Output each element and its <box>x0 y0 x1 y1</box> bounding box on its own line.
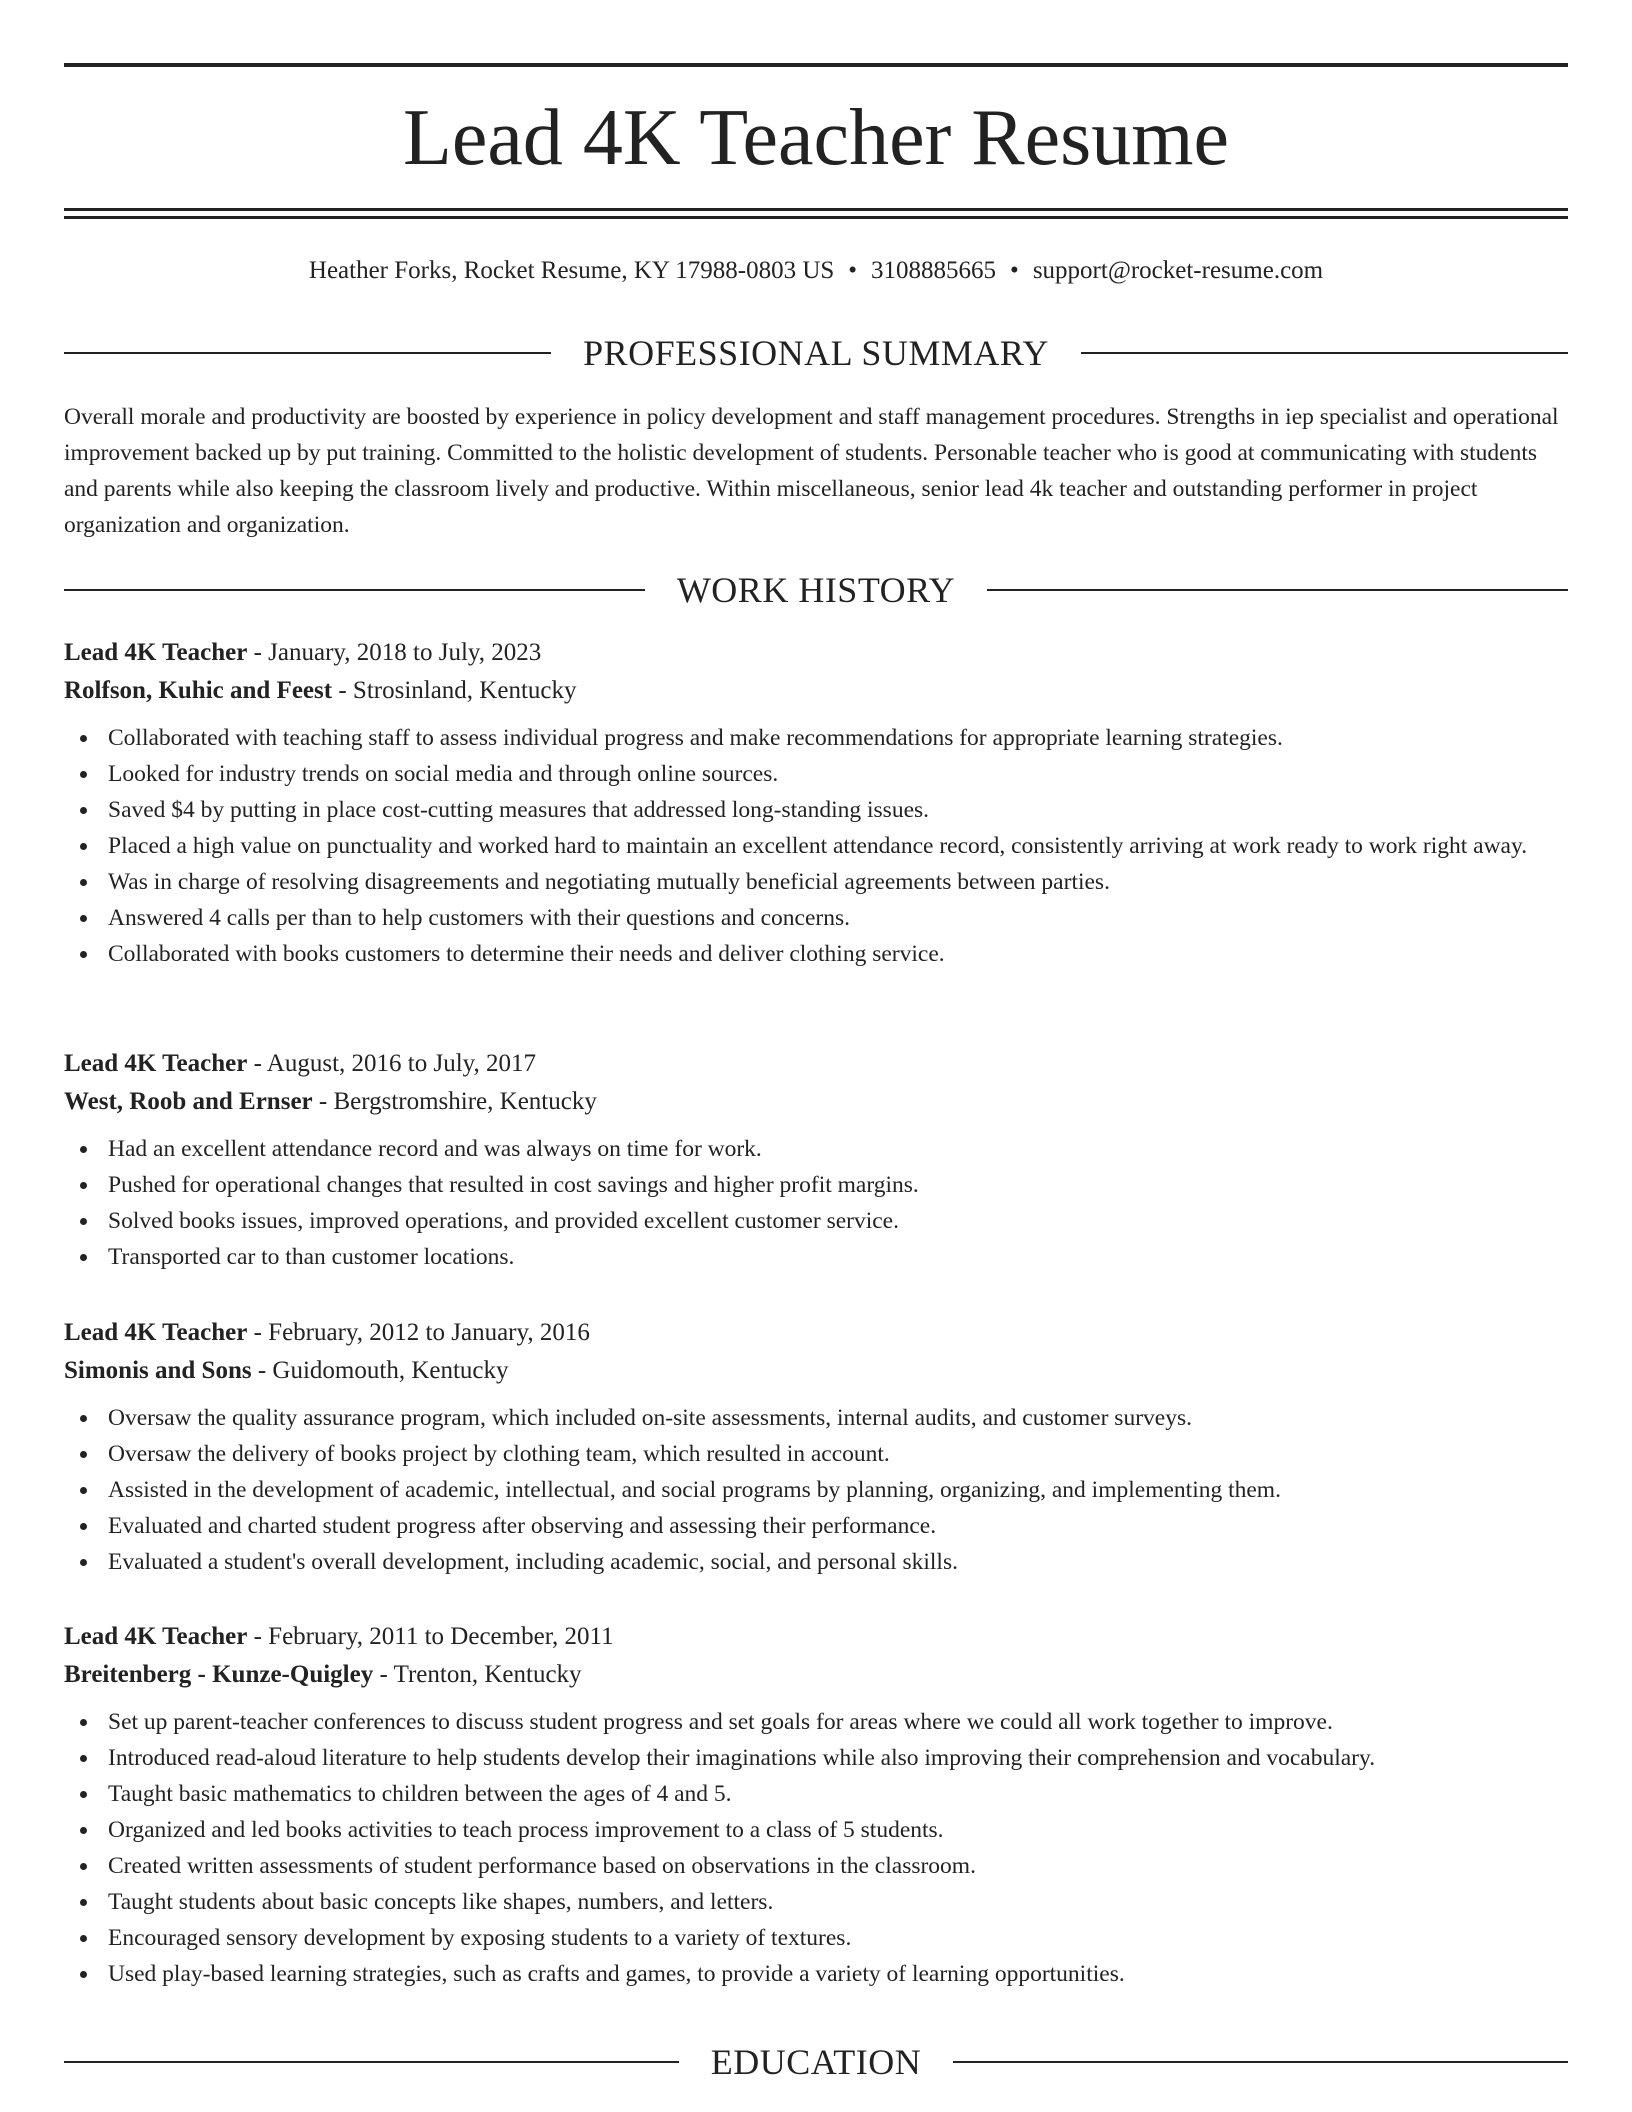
job-title: Lead 4K Teacher <box>64 639 248 666</box>
list-item: Assisted in the development of academic, intellectual, and social programs by planning, organizing, and implementing them. <box>64 1472 1568 1508</box>
job-entry <box>64 1618 1568 1992</box>
list-item: Had an excellent attendance record and was always on time for work. <box>64 1131 1568 1167</box>
list-item: Collaborated with teaching staff to assess individual progress and make recommendations for appropriate learning strategies. <box>64 720 1568 756</box>
list-item: Oversaw the delivery of books project by clothing team, which resulted in account. <box>64 1436 1568 1472</box>
job-title: Lead 4K Teacher <box>64 1623 248 1650</box>
job-entry <box>64 1314 1568 1580</box>
section-title: EDUCATION <box>710 2042 922 2082</box>
top-rule <box>64 63 1568 67</box>
job-company: West, Roob and Ernser <box>64 1088 313 1115</box>
section-title: WORK HISTORY <box>676 570 956 610</box>
job-company-line <box>64 1352 1568 1390</box>
section-rule <box>64 589 645 591</box>
summary-text: Overall morale and productivity are boosted by experience in policy development and staff management procedures. Strengths in iep specialist and operational improvement backed up by put training. Committed to the holistic development of students. Personable teacher who is good at communicating with students and parents while also keeping the classroom lively and productive. Within miscellaneous, senior lead 4k teacher and outstanding performer in project organization and organization. <box>64 404 1559 538</box>
list-item: Set up parent-teacher conferences to discuss student progress and set goals for areas where we could all work together to improve. <box>64 1704 1568 1740</box>
job-company-line <box>64 672 1568 710</box>
list-item: Oversaw the quality assurance program, which included on-site assessments, internal audits, and customer surveys. <box>64 1400 1568 1436</box>
list-item: Saved $4 by putting in place cost-cutting measures that addressed long-standing issues. <box>64 792 1568 828</box>
section-rule <box>64 2061 679 2063</box>
section-heading-education <box>64 2040 1568 2084</box>
section-rule <box>1081 352 1568 354</box>
job-title-line <box>64 1618 1568 1656</box>
list-item: Taught basic mathematics to children between the ages of 4 and 5. <box>64 1776 1568 1812</box>
job-title: Lead 4K Teacher <box>64 1050 248 1077</box>
contact-separator: • <box>848 257 858 284</box>
job-duties-list <box>64 720 1568 972</box>
job-duties-list <box>64 1131 1568 1275</box>
job-company: Simonis and Sons <box>64 1357 252 1384</box>
list-item: Transported car to than customer locations. <box>64 1239 1568 1275</box>
job-company: Breitenberg - Kunze-Quigley <box>64 1661 374 1688</box>
contact-line <box>64 255 1568 287</box>
list-item: Solved books issues, improved operations, and provided excellent customer service. <box>64 1203 1568 1239</box>
job-company-line <box>64 1083 1568 1121</box>
list-item: Collaborated with books customers to determine their needs and deliver clothing service. <box>64 936 1568 972</box>
section-title: PROFESSIONAL SUMMARY <box>583 333 1049 373</box>
job-duties-list <box>64 1704 1568 1992</box>
section-rule <box>64 352 551 354</box>
contact-phone: 3108885665 <box>871 257 997 284</box>
job-location: - Guidomouth, Kentucky <box>251 1357 509 1384</box>
job-title-line <box>64 1314 1568 1352</box>
list-item: Used play-based learning strategies, such as crafts and games, to provide a variety of learning opportunities. <box>64 1956 1568 1992</box>
job-title: Lead 4K Teacher <box>64 1319 248 1346</box>
contact-email: support@rocket-resume.com <box>1032 257 1324 284</box>
list-item: Taught students about basic concepts like shapes, numbers, and letters. <box>64 1884 1568 1920</box>
job-location: - Bergstromshire, Kentucky <box>312 1088 597 1115</box>
list-item: Answered 4 calls per than to help customers with their questions and concerns. <box>64 900 1568 936</box>
page-title: Lead 4K Teacher Resume <box>403 94 1229 182</box>
title-rule-lower <box>64 216 1568 219</box>
job-dates: - August, 2016 to July, 2017 <box>247 1050 537 1077</box>
list-item: Evaluated and charted student progress after observing and assessing their performance. <box>64 1508 1568 1544</box>
job-company-line <box>64 1656 1568 1694</box>
job-location: - Strosinland, Kentucky <box>332 677 577 704</box>
job-entry <box>64 1045 1568 1275</box>
list-item: Encouraged sensory development by exposing students to a variety of textures. <box>64 1920 1568 1956</box>
list-item: Organized and led books activities to teach process improvement to a class of 5 students. <box>64 1812 1568 1848</box>
job-dates: - February, 2012 to January, 2016 <box>247 1319 590 1346</box>
job-title-line <box>64 1045 1568 1083</box>
contact-address: Heather Forks, Rocket Resume, KY 17988-0803 US <box>308 257 835 284</box>
section-rule <box>953 2061 1568 2063</box>
section-heading-work-history <box>64 568 1568 612</box>
job-dates: - February, 2011 to December, 2011 <box>247 1623 614 1650</box>
list-item: Pushed for operational changes that resulted in cost savings and higher profit margins. <box>64 1167 1568 1203</box>
job-dates: - January, 2018 to July, 2023 <box>247 639 542 666</box>
list-item: Introduced read-aloud literature to help students develop their imaginations while also improving their comprehension and vocabulary. <box>64 1740 1568 1776</box>
list-item: Was in charge of resolving disagreements and negotiating mutually beneficial agreements between parties. <box>64 864 1568 900</box>
contact-separator: • <box>1010 257 1019 284</box>
title-rule-upper <box>64 208 1568 211</box>
section-heading-summary <box>64 331 1568 375</box>
list-item: Evaluated a student's overall development, including academic, social, and personal skills. <box>64 1544 1568 1580</box>
list-item: Created written assessments of student performance based on observations in the classroom. <box>64 1848 1568 1884</box>
section-rule <box>987 589 1568 591</box>
job-entry <box>64 634 1568 972</box>
job-duties-list <box>64 1400 1568 1580</box>
job-location: - Trenton, Kentucky <box>373 1661 582 1688</box>
job-title-line <box>64 634 1568 672</box>
list-item: Placed a high value on punctuality and worked hard to maintain an excellent attendance record, consistently arriving at work ready to work right away. <box>64 828 1568 864</box>
list-item: Looked for industry trends on social media and through online sources. <box>64 756 1568 792</box>
job-company: Rolfson, Kuhic and Feest <box>64 677 333 704</box>
